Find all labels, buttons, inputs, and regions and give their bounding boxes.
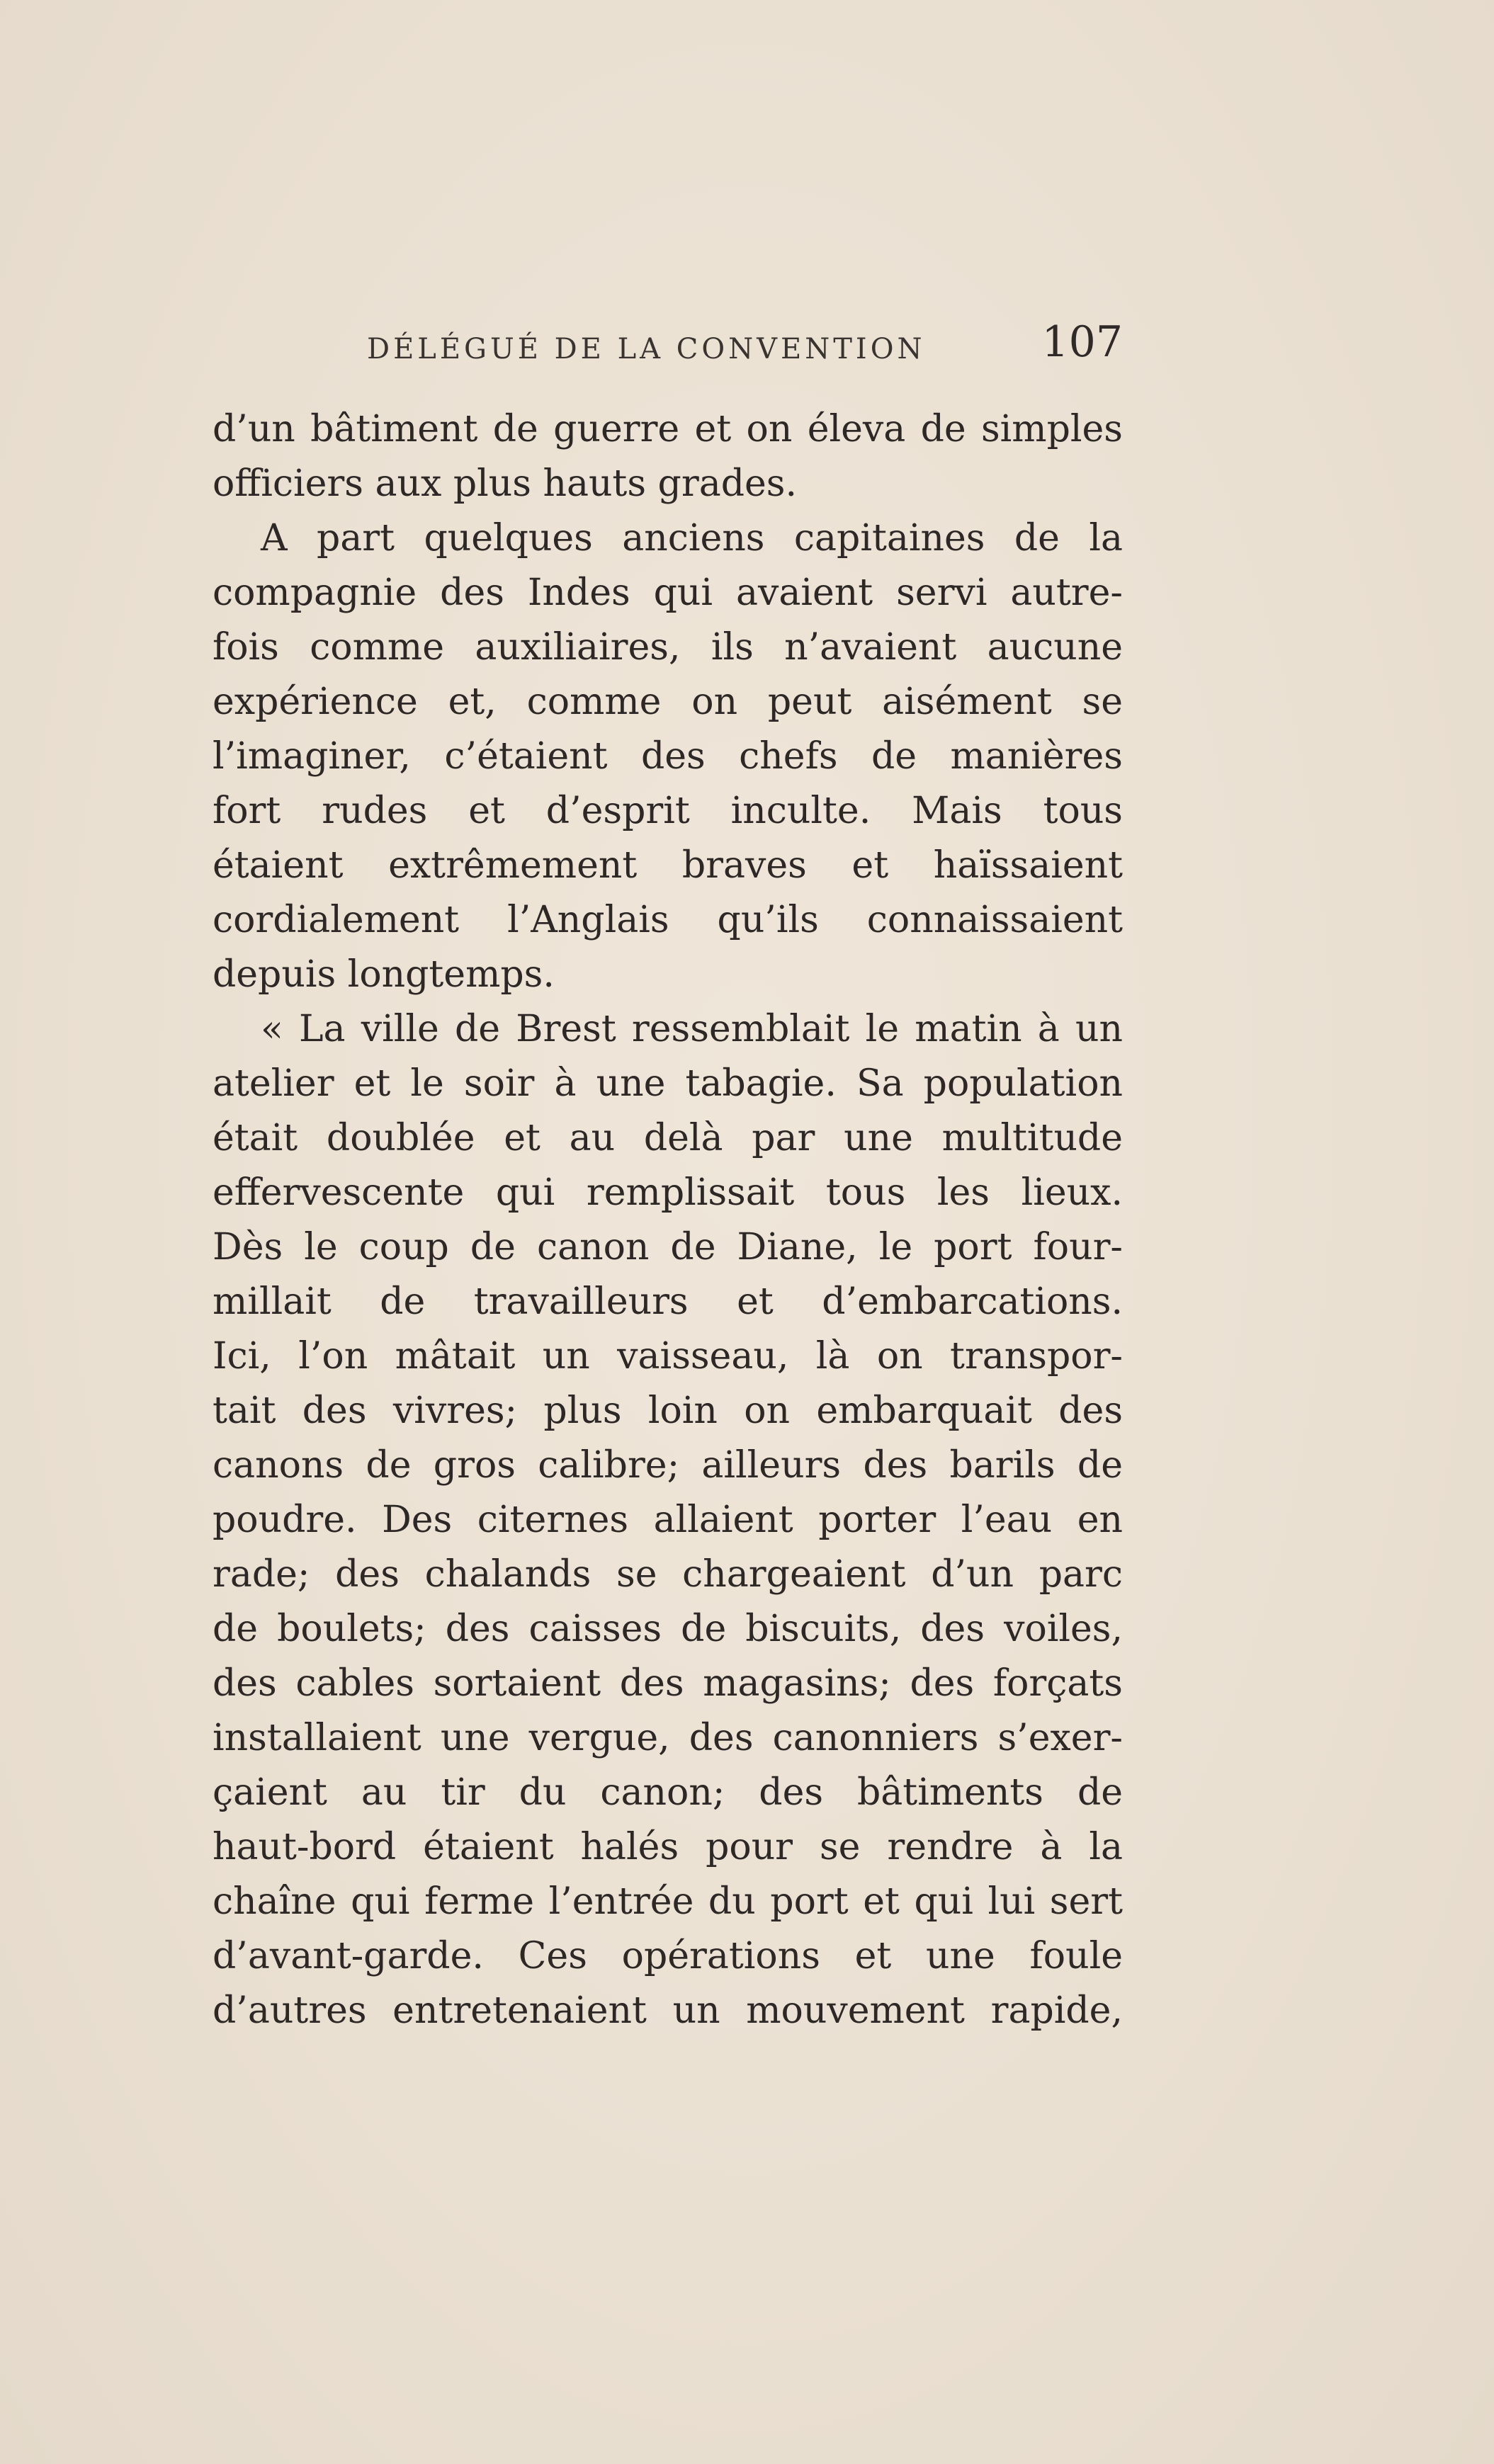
text-line: haut-bord étaient halés pour se rendre à la: [213, 1826, 1123, 1868]
text-line: tait des vivres; plus loin on embarquait des: [213, 1390, 1123, 1432]
text-line: fort rudes et d’esprit inculte. Mais tous: [213, 790, 1123, 832]
text-line: compagnie des Indes qui avaient servi autre-: [213, 572, 1123, 614]
text-line: d’avant-garde. Ces opérations et une foule: [213, 1935, 1123, 1977]
text-line: expérience et, comme on peut aisément se: [213, 681, 1123, 723]
text-line: des cables sortaient des magasins; des forçats: [213, 1662, 1123, 1705]
text-line: « La ville de Brest ressemblait le matin à un: [261, 1008, 1123, 1050]
text-line: d’autres entretenaient un mouvement rapide,: [213, 1989, 1123, 2032]
text-line: était doublée et au delà par une multitude: [213, 1117, 1123, 1159]
text-line: d’un bâtiment de guerre et on éleva de simples: [213, 408, 1123, 450]
text-line: canons de gros calibre; ailleurs des barils de: [213, 1444, 1123, 1487]
text-line: Ici, l’on mâtait un vaisseau, là on transpor-: [213, 1335, 1123, 1378]
running-head: DÉLÉGUÉ DE LA CONVENTION: [367, 333, 926, 365]
page-header: [213, 312, 1123, 368]
body-text: [213, 402, 1123, 2038]
text-line: fois comme auxiliaires, ils n’avaient aucune: [213, 626, 1123, 669]
text-line: poudre. Des citernes allaient porter l’eau en: [213, 1499, 1123, 1541]
text-line: A part quelques anciens capitaines de la: [261, 517, 1123, 560]
text-line: effervescente qui remplissait tous les lieux.: [213, 1171, 1123, 1214]
text-line: cordialement l’Anglais qu’ils connaissaient: [213, 899, 1123, 941]
text-line: étaient extrêmement braves et haïssaient: [213, 844, 1123, 887]
text-line: de boulets; des caisses de biscuits, des voiles,: [213, 1608, 1123, 1650]
text-line: çaient au tir du canon; des bâtiments de: [213, 1771, 1123, 1814]
text-line: Dès le coup de canon de Diane, le port four-: [213, 1226, 1123, 1268]
text-line: chaîne qui ferme l’entrée du port et qui lui sert: [213, 1880, 1123, 1923]
page-number: 107: [1041, 317, 1123, 367]
text-line: l’imaginer, c’étaient des chefs de manières: [213, 735, 1123, 778]
text-line: rade; des chalands se chargeaient d’un parc: [213, 1553, 1123, 1596]
text-line: officiers aux plus hauts grades.: [213, 462, 797, 505]
text-line: installaient une vergue, des canonniers s’exer-: [213, 1717, 1123, 1759]
text-line: millait de travailleurs et d’embarcations.: [213, 1281, 1123, 1323]
text-line: atelier et le soir à une tabagie. Sa population: [213, 1062, 1123, 1105]
text-line: depuis longtemps.: [213, 953, 555, 996]
